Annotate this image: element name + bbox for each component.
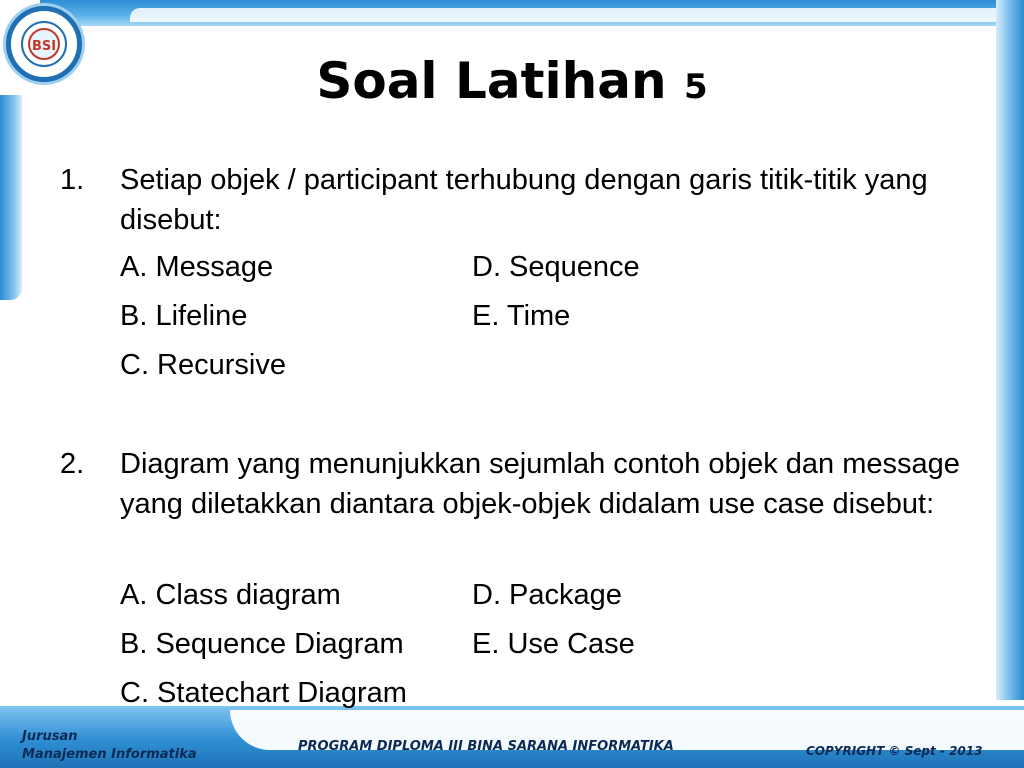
- option-e: E. Time: [472, 300, 571, 332]
- option-b: B. Lifeline: [120, 300, 248, 332]
- footer-program: PROGRAM DIPLOMA III BINA SARANA INFORMATIKA: [298, 739, 674, 754]
- option-a: A. Message: [120, 251, 274, 283]
- option-c: C. Recursive: [120, 349, 286, 381]
- logo-text: BSI: [31, 39, 57, 54]
- question-text: Setiap objek / participant terhubung dengan garis titik-titik yang disebut:: [120, 164, 928, 236]
- option-b: B. Sequence Diagram: [120, 628, 404, 660]
- title-number: 5: [683, 67, 708, 107]
- question-text: Diagram yang menunjukkan sejumlah contoh objek dan message yang diletakkan diantara objek-objek didalam use case disebut:: [120, 448, 960, 520]
- footer-dept-line1: Jurusan: [22, 729, 78, 744]
- option-d: D. Sequence: [472, 251, 640, 283]
- option-a: A. Class diagram: [120, 579, 341, 611]
- frame-top-inner: [130, 8, 1024, 22]
- footer-dept-line2: Manajemen Informatika: [22, 747, 197, 762]
- frame-top-bar: [40, 0, 1024, 26]
- footer-department: [22, 728, 197, 764]
- slide-title: [0, 52, 1024, 110]
- question-number: 1.: [60, 164, 85, 196]
- footer-copyright: COPYRIGHT © Sept - 2013: [806, 744, 983, 758]
- option-c: C. Statechart Diagram: [120, 677, 407, 709]
- option-d: D. Package: [472, 579, 622, 611]
- frame-left-bar: [0, 95, 22, 300]
- question-number: 2.: [60, 448, 85, 480]
- title-text: Soal Latihan: [316, 52, 667, 110]
- option-e: E. Use Case: [472, 628, 635, 660]
